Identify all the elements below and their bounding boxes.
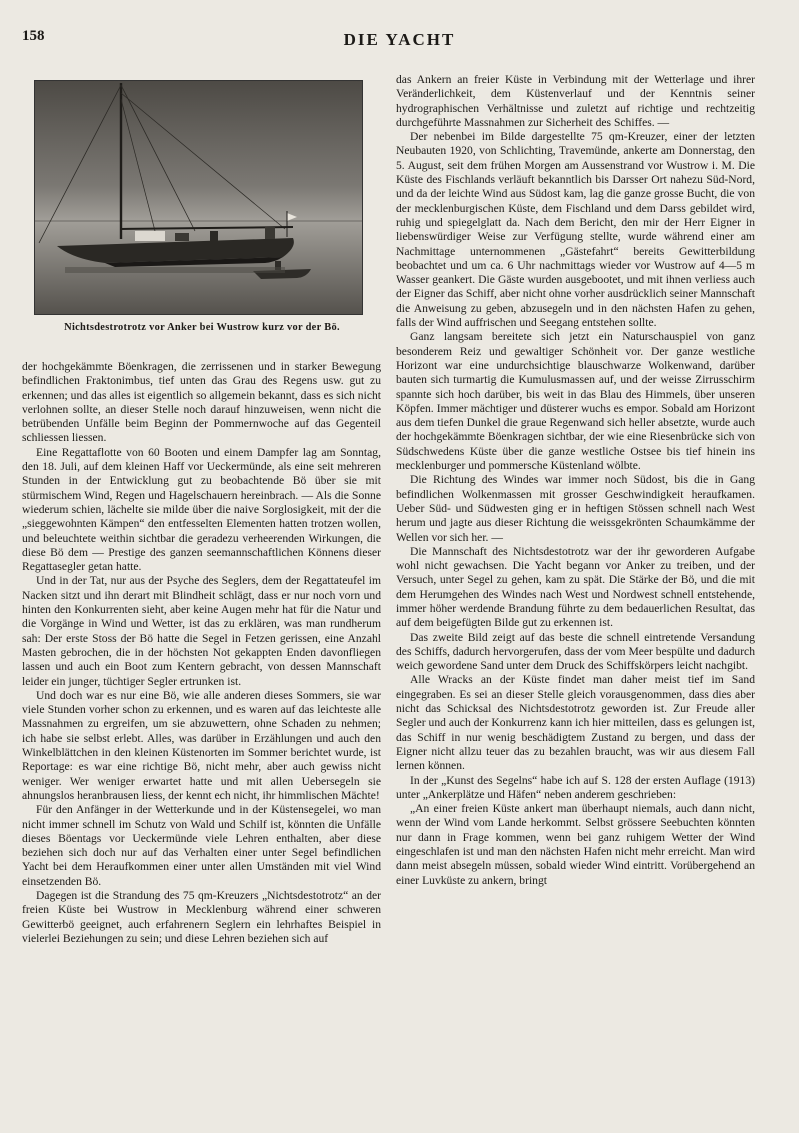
paragraph: Das zweite Bild zeigt auf das beste die schnell eintretende Versandung des Schiffs, dadurch hervorgerufen, dass der vom Meer bespülte und dadurch weich gewordene Sand unter dem Druck des Schiffskörpers leicht nachgibt. (396, 630, 755, 673)
paragraph: Die Mannschaft des Nichtsdestotrotz war der ihr geworderen Aufgabe wohl nicht gewachsen. Die Yacht begann vor Anker zu treiben, und der Versuch, unter Segel zu gehen, kam zu spät. Die Stärke der Bö, und die mit dem Herumgehen des Windes nach West und Nordwest schnell entstehende, immer höher werdende Brandung führte zu dem bedauerlichen Resultat, das auf dem beigefügten Bilde gut zu erkennen ist. (396, 544, 755, 630)
paragraph: der hochgekämmte Böenkragen, die zerrissenen und in starker Bewegung befindlichen Fraktonimbus, tief unten das Grau des Regens usw. gut zu erkennen; und das alles ist eigentlich so allgemein bekannt, dass es sich nicht verlohnen sollte, an dieser Stelle noch darauf hinzuweisen, wenn nicht die betrübenden Unfälle beim Beginn der Pommernwoche auf das Gegenteil schliessen liessen. (22, 360, 381, 445)
paragraph: Dagegen ist die Strandung des 75 qm-Kreuzers „Nichtsdestotrotz“ an der freien Küste bei Wustrow in Mecklenburg während einer schweren Gewitterbö geeignet, auch erfahrenern Seglern ein lehrhaftes Beispiel in vielerlei Beziehungen zu sein; und diese Lehren beziehen sich auf (22, 888, 381, 945)
paragraph: Die Richtung des Windes war immer noch Südost, bis die in Gang befindlichen Wolkenmassen mit grosser Geschwindigkeit heraufkamen. Ueber Süd- und Südwesten ging er in heftigen Stössen schnell nach West herum und jagte aus dieser Richtung die weissgekrönten Schaumkämme der Wellen vor sich her. — (396, 473, 755, 544)
paragraph: Und doch war es nur eine Bö, wie alle anderen dieses Sommers, sie war viele Stunden vorher schon zu erkennen, und es waren auf das leichteste alle Massnahmen zu ergreifen, um sie abzuwettern, ohne Schaden zu nehmen; ich habe sie selbst erlebt. Alles, was darüber in Erzählungen und auch den Winkelblättchen in den kleinen Küstenorten im Sommer berichtet wurde, ist Reportage: es war eine richtige Bö, nicht mehr, aber auch gewiss nicht weniger. Wer weniger erwartet hatte und mit allen Uebersegeln sie ahnungslos heranbrausen liess, der kennt ech nicht, ihr himmlischen Mächte! (22, 688, 381, 802)
paragraph: Eine Regattaflotte von 60 Booten und einem Dampfer lag am Sonntag, den 18. Juli, auf dem kleinen Haff vor Ueckermünde, als eine seit mehreren Stunden in der Entwicklung gut zu beobachtende Bö über sie mit stürmischem Wind, Regen und Hagelschauern hereinbrach. — Als die Sonne wiederum schien, lächelte sie milde über die naive Sorglosigkeit, mit der die „sieggewohnten Kämpen“ den entfesselten Elementen hatten trotzen wollen, und beleuchtete weithin sichtbar die geradezu verheerenden Wirkungen, die diese Bö dem — Prestige des ganzen seemannschaftlichen Könnens dieser Regattasegler getan hatte. (22, 445, 381, 574)
yacht-at-anchor-photo (35, 81, 362, 314)
left-text-column (22, 360, 381, 946)
paragraph: das Ankern an freier Küste in Verbindung mit der Wetterlage und ihrer Veränderlichkeit, dem Küstenverlauf und der Kenntnis seiner hydrographischen Verhältnisse und zuletzt auf richtige und rechtzeitig durchgeführte Massnahmen zur Sicherheit des Schiffes. — (396, 73, 755, 129)
quoted-paragraph: „An einer freien Küste ankert man überhaupt niemals, auch dann nicht, wenn der Wind vom Lande herkommt. Selbst grössere Seebuchten könnten nur dann in Frage kommen, wenn bei ganz ruhigem Wetter der Wind eingeschlafen ist und man den nächsten Hafen nicht mehr erreicht. Man wird dann meist absegeln müssen, sobald wieder Wind eintritt. Vorübergehend an einer Luvküste zu ankern, bringt (396, 802, 755, 887)
yacht-photograph (34, 80, 363, 315)
paragraph: Der nebenbei im Bilde dargestellte 75 qm-Kreuzer, einer der letzten Neubauten 1920, von Schlichting, Travemünde, ankerte am Donnerstag, den 5. August, seit dem frühen Morgen am Aussenstrand vor Wustrow i. M. Die Küste des Fischlands verläuft bekanntlich bis Darsser Ort nahezu Süd-Nord, und da der leichte Wind aus Südost kam, lag die ganze grosse Bucht, die von der mecklenburgischen Küste, dem Fischland und dem Darss gebildet wird, ruhig und spiegelglatt da. Nach dem Bericht, den mir der Herr Eigner in liebenswürdiger Weise zur Verfügung stellte, wurde während einer am Nachmittage unternommenen „Gästefahrt“ bereits Gewitterbildung beobachtet und um ca. 6 Uhr nachmittags wieder vor Wustrow auf 4—5 m Wasser geankert. Die Gäste wurden ausgebootet, und mit ihnen verliess auch der Eigner das Schiff, aber nicht ohne vorher ausdrücklich seiner Mannschaft die Anweisung zu geben, abzusegeln und in den nächsten Hafen zu gehen, falls der Wind auffrischen und Seegang entstehen sollte. (396, 130, 755, 330)
paragraph: In der „Kunst des Segelns“ habe ich auf S. 128 der ersten Auflage (1913) unter „Ankerplätze und Häfen“ neben anderem geschrieben: (396, 773, 755, 801)
paragraph: Für den Anfänger in der Wetterkunde und in der Küstensegelei, wo man nicht immer schnell im Schutz von Wald und Schilf ist, könnten die Unfälle dieses Böentags vor Ueckermünde viele Lehren enthalten, aber diese beziehen sich doch nur auf das Verhalten einer unter Segel befindlichen Yacht bei dem Heraufkommen einer unter allen Umständen mit viel Wind einsetzenden Bö. (22, 803, 381, 888)
right-text-column (396, 73, 755, 888)
journal-title: DIE YACHT (343, 30, 456, 49)
paragraph: Alle Wracks an der Küste findet man daher meist tief im Sand eingegraben. Es sei an dieser Stelle gleich vorausgenommen, dass dies aber nicht das Schicksal des Nichtsdestotrotz geworden ist. Zur Freude aller Segler und auch der Konkurrenz kann ich hier mitteilen, dass es gelungen ist, das Schiff in nur wenig beschädigtem Zustand zu bergen, und dass der Eigner nicht allzu teuer das zu bezahlen braucht, was wir aus diesem Fall lernen können. (396, 673, 755, 773)
page-number: 158 (22, 28, 45, 44)
paragraph: Und in der Tat, nur aus der Psyche des Seglers, dem der Regattateufel im Nacken sitzt und ihn derart mit Blindheit schlägt, dass er nur noch vorn und hinten den Konkurrenten sieht, aber keine Augen mehr hat für die Natur und die Vorgänge in Wind und Wetter, ist das zu erklären, was man rundherum sah: Der erste Stoss der Bö hatte die Segel in Fetzen gerissen, eine Anzahl Masten gebrochen, die in der höchsten Not gekappten Enden davonfliegen lassen und auch ein Boot zum Kentern gebracht, von dessen Mannschaft leider ein junger, tüchtiger Segler ertrunken ist. (22, 574, 381, 688)
figure-caption: Nichtsdestrotrotz vor Anker bei Wustrow kurz vor der Bö. (64, 322, 340, 333)
paragraph: Ganz langsam bereitete sich jetzt ein Naturschauspiel von ganz besonderem Reiz und gewaltiger Schönheit vor. Der ganze westliche Horizont war eine undurchsichtige blauschwarze Wolkenwand, darüber bauten sich turmartig die Kumulusmassen auf, und der weisse Zirrusschirm spannte sich hoch darüber, bis weit in das Blau des Himmels, über unseren Köpfen. Immer mächtiger und düsterer wuchs es empor. Sobald am Horizont aus dem tiefen Dunkel die graue Regenwand sich heller absetzte, wurde auch der hochgekämmte Böenkragen sichtbar, der wie eine Riesenbrücke sich von Südschwedens Küste über die ganze westliche Ostsee bis tief hinein ins mecklenburger und pommersche Küstenland wölbte. (396, 330, 755, 473)
